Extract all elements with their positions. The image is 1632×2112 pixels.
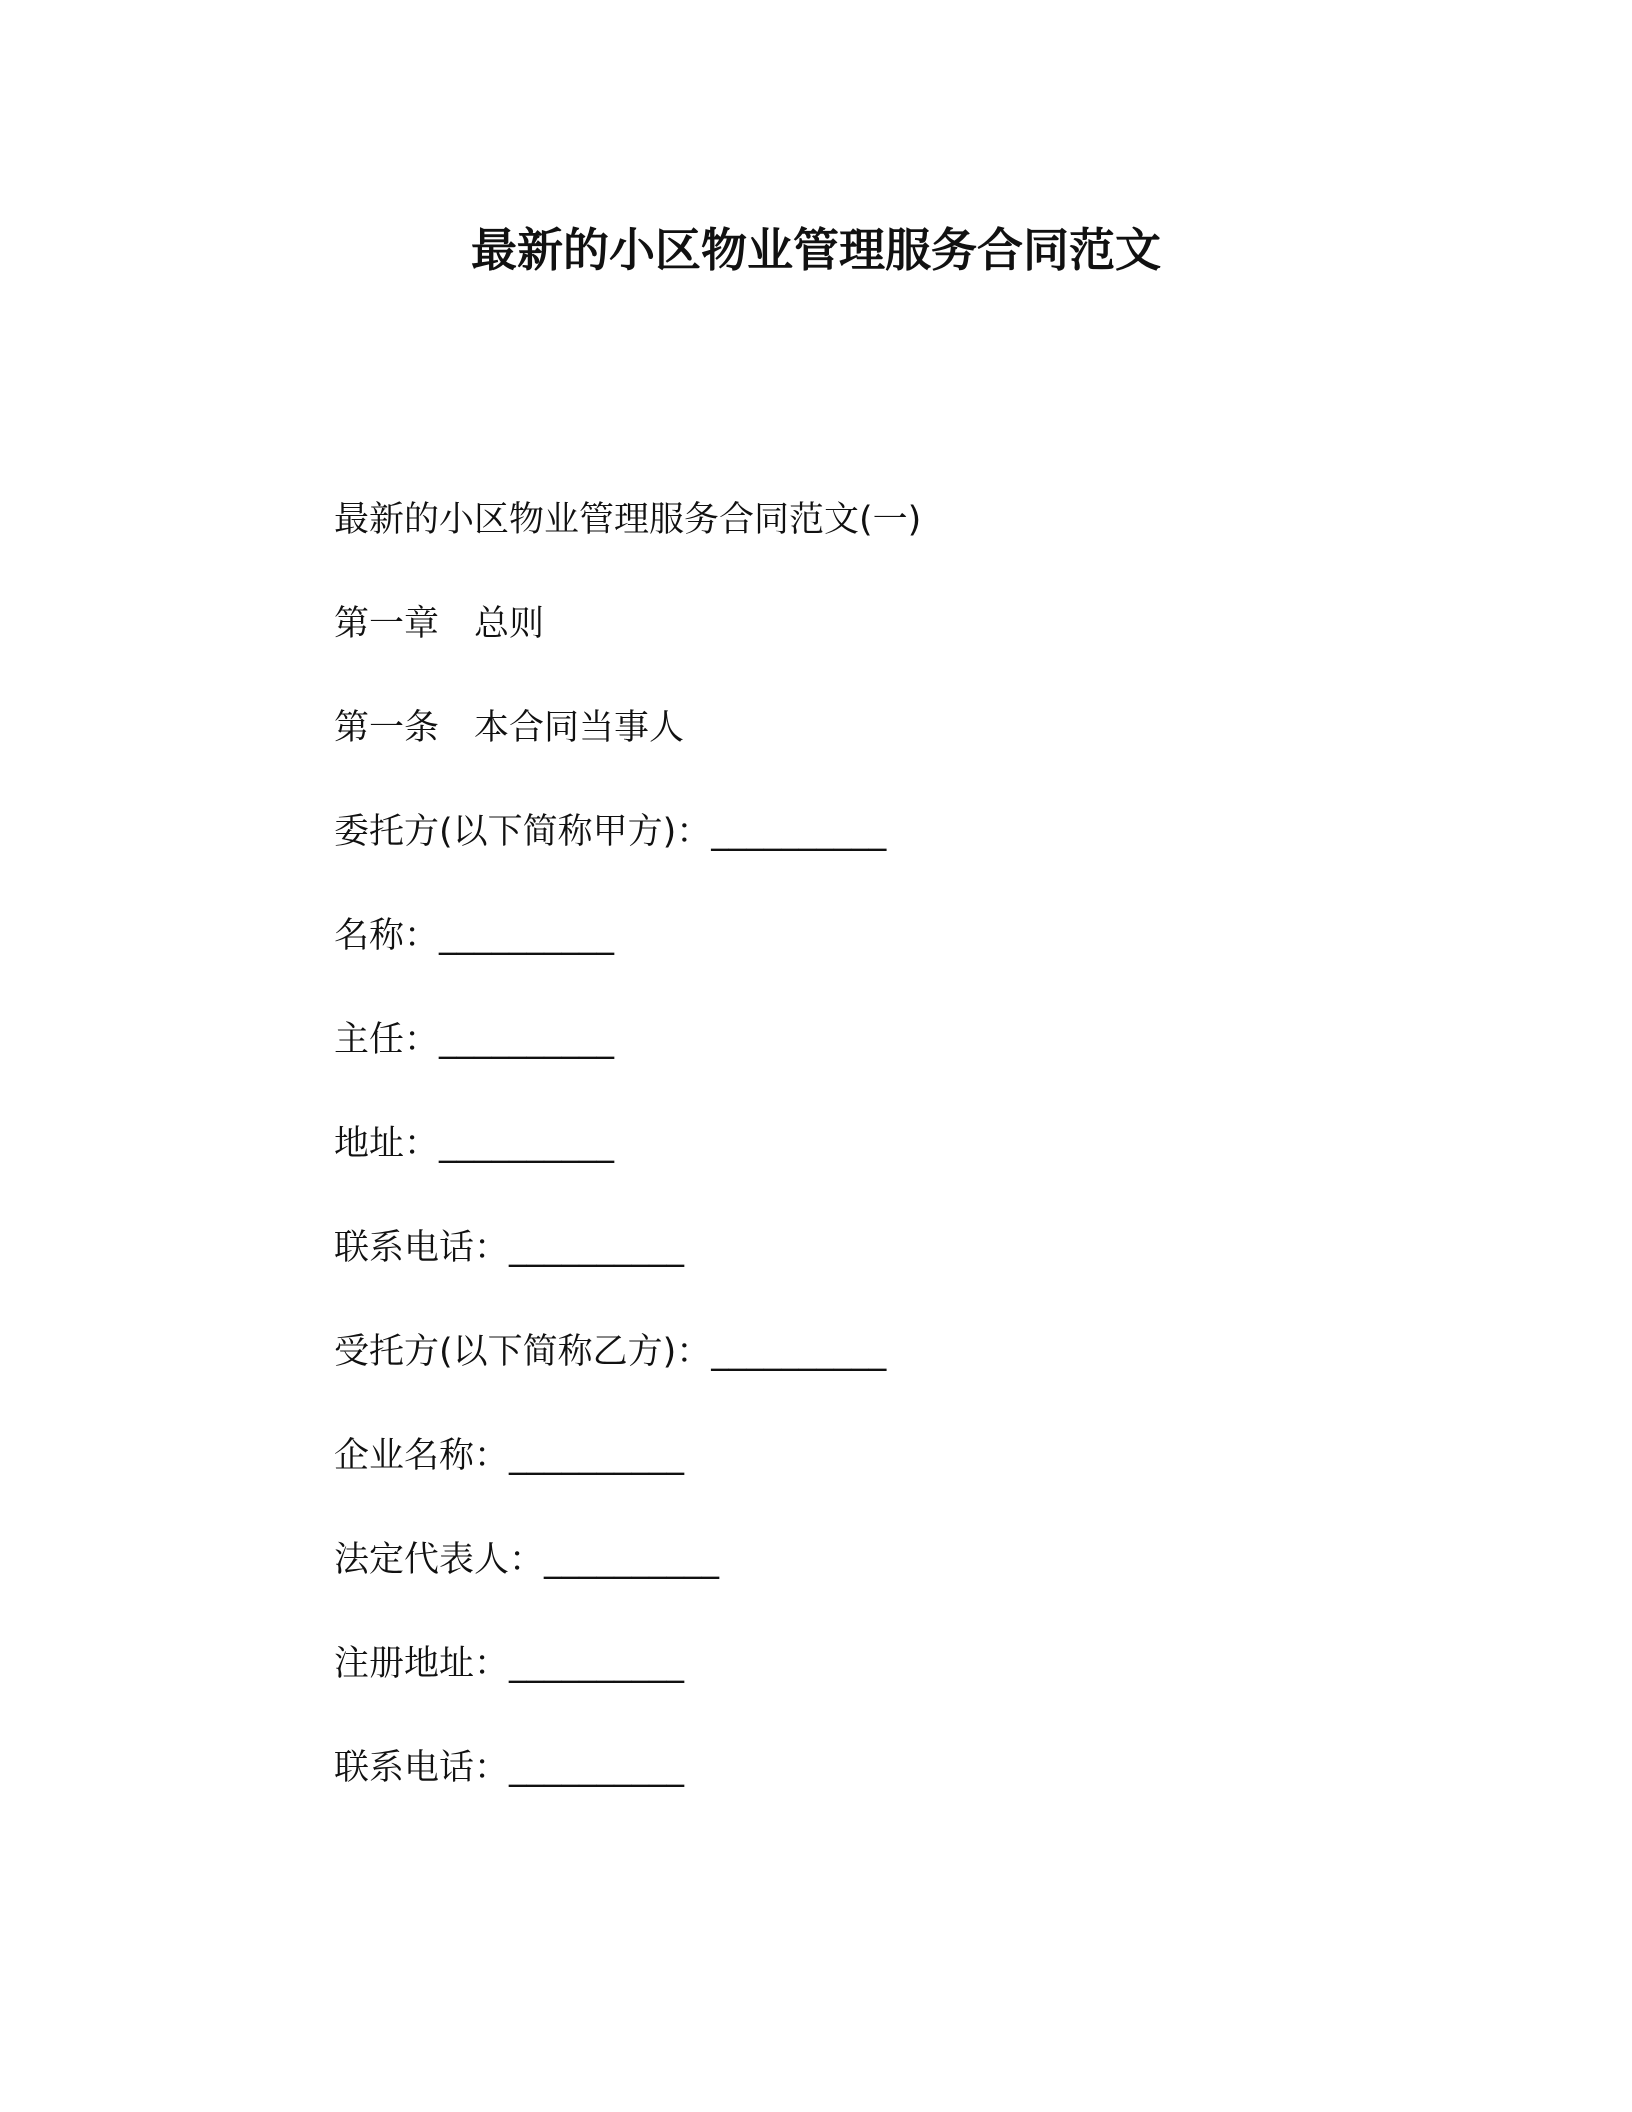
party-b-line: 受托方(以下简称乙方)：__________ (334, 1332, 887, 1372)
party-b-legal-rep-line: 法定代表人：__________ (334, 1540, 720, 1580)
party-a-phone-line: 联系电话：__________ (334, 1228, 685, 1268)
party-a-name-line: 名称：__________ (334, 916, 615, 956)
party-b-phone-line: 联系电话：__________ (334, 1748, 685, 1788)
party-a-director-line: 主任：__________ (334, 1020, 615, 1060)
party-a-address-line: 地址：__________ (334, 1124, 615, 1164)
party-a-line: 委托方(以下简称甲方)：__________ (334, 812, 887, 852)
article-heading: 第一条 本合同当事人 (334, 708, 685, 748)
party-b-registered-address-line: 注册地址：__________ (334, 1644, 685, 1684)
document-body (334, 490, 1434, 1842)
party-b-company-line: 企业名称：__________ (334, 1436, 685, 1476)
section-heading: 最新的小区物业管理服务合同范文(一) (334, 500, 922, 540)
chapter-heading: 第一章 总则 (334, 604, 545, 644)
document-title: 最新的小区物业管理服务合同范文 (471, 223, 1161, 277)
